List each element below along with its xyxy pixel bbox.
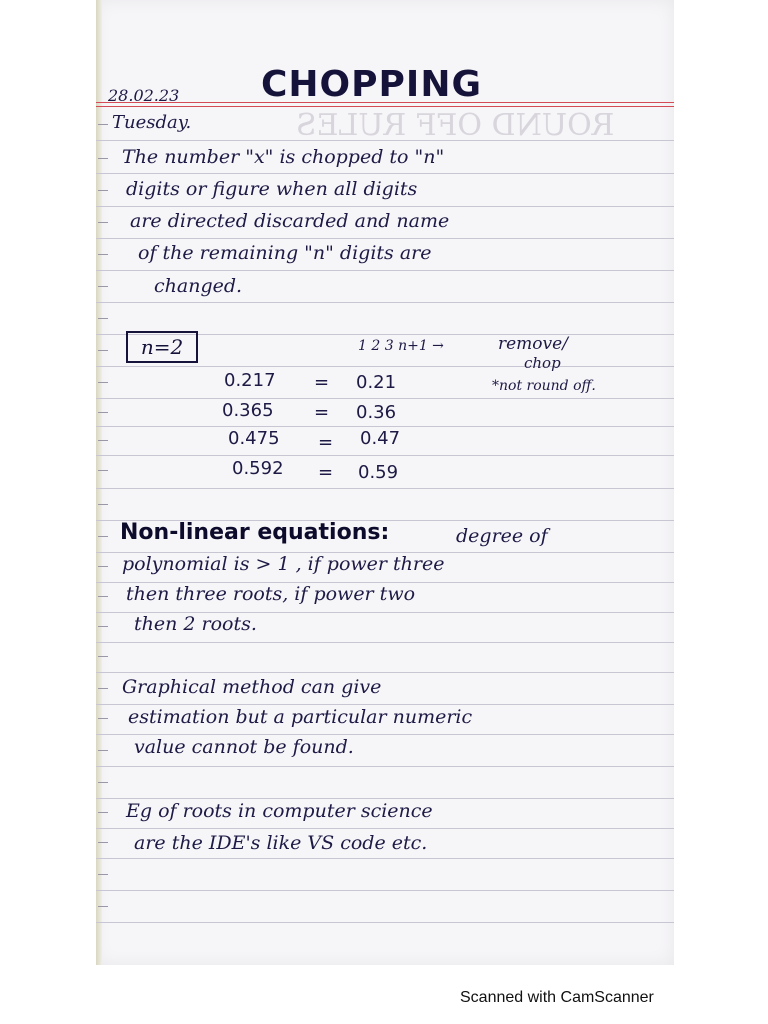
- not-round-note: *not round off.: [492, 378, 596, 394]
- margin-tick: [98, 350, 108, 351]
- text-line: then 2 roots.: [134, 613, 257, 635]
- ruled-line: [96, 734, 674, 735]
- scanner-footer: Scanned with CamScanner: [460, 989, 654, 1006]
- margin-tick: [98, 440, 108, 441]
- chopped-value: 0.59: [358, 462, 399, 483]
- text-line: Eg of roots in computer science: [126, 800, 433, 822]
- day: Tuesday.: [112, 112, 192, 133]
- margin-tick: [98, 656, 108, 657]
- ruled-line: [96, 302, 674, 303]
- margin-tick: [98, 190, 108, 191]
- margin-tick: [98, 318, 108, 319]
- margin-tick: [98, 688, 108, 689]
- margin-tick: [98, 626, 108, 627]
- ruled-line: [96, 672, 674, 673]
- original-value: 0.592: [232, 458, 284, 479]
- margin-tick: [98, 566, 108, 567]
- chopped-value: 0.47: [360, 428, 401, 449]
- date: 28.02.23: [108, 86, 180, 105]
- digit-positions: 1 2 3 n+1 →: [358, 338, 444, 354]
- original-value: 0.475: [228, 428, 280, 449]
- text-line: digits or figure when all digits: [126, 178, 418, 200]
- margin-tick: [98, 536, 108, 537]
- text-line: then three roots, if power two: [126, 583, 416, 605]
- ruled-line: [96, 366, 674, 367]
- margin-tick: [98, 906, 108, 907]
- ruled-line: [96, 206, 674, 207]
- margin-tick: [98, 254, 108, 255]
- margin-rule: [96, 106, 674, 107]
- margin-tick: [98, 124, 108, 125]
- ruled-line: [96, 642, 674, 643]
- margin-tick: [98, 504, 108, 505]
- ruled-line: [96, 704, 674, 705]
- ruled-line: [96, 858, 674, 859]
- ruled-line: [96, 798, 674, 799]
- bleed-through-text: ROUND OFF RULES: [296, 108, 615, 143]
- margin-tick: [98, 470, 108, 471]
- ruled-line: [96, 398, 674, 399]
- equals-sign: =: [318, 462, 334, 483]
- text-line: are directed discarded and name: [130, 210, 450, 232]
- chop-label: chop: [524, 354, 561, 372]
- original-value: 0.365: [222, 400, 274, 421]
- text-line: polynomial is > 1 , if power three: [122, 553, 445, 575]
- margin-tick: [98, 718, 108, 719]
- margin-tick: [98, 596, 108, 597]
- margin-tick: [98, 812, 108, 813]
- ruled-line: [96, 766, 674, 767]
- margin-tick: [98, 842, 108, 843]
- equals-sign: =: [318, 432, 334, 453]
- ruled-line: [96, 890, 674, 891]
- ruled-line: [96, 828, 674, 829]
- chopped-value: 0.21: [356, 372, 397, 393]
- page-binding: [96, 0, 102, 965]
- margin-tick: [98, 382, 108, 383]
- margin-tick: [98, 412, 108, 413]
- text-line: Graphical method can give: [122, 676, 382, 698]
- ruled-line: [96, 270, 674, 271]
- notebook-page: [96, 0, 674, 965]
- ruled-line: [96, 426, 674, 427]
- equals-sign: =: [314, 402, 330, 423]
- n-value-box: n=2: [126, 331, 198, 363]
- ruled-line: [96, 238, 674, 239]
- margin-tick: [98, 158, 108, 159]
- chopped-value: 0.36: [356, 402, 397, 423]
- text-line: degree of: [456, 525, 548, 547]
- equals-sign: =: [314, 372, 330, 393]
- ruled-line: [96, 488, 674, 489]
- text-line: changed.: [154, 275, 243, 297]
- remove-label: remove/: [498, 334, 568, 354]
- ruled-line: [96, 922, 674, 923]
- ruled-line: [96, 455, 674, 456]
- margin-tick: [98, 286, 108, 287]
- text-line: The number "x" is chopped to "n": [122, 146, 445, 168]
- ruled-line: [96, 173, 674, 174]
- margin-tick: [98, 874, 108, 875]
- text-line: value cannot be found.: [134, 736, 354, 758]
- margin-tick: [98, 222, 108, 223]
- text-line: are the IDE's like VS code etc.: [134, 832, 428, 854]
- section-heading: Non-linear equations:: [120, 520, 390, 545]
- original-value: 0.217: [224, 370, 276, 391]
- margin-tick: [98, 782, 108, 783]
- margin-tick: [98, 750, 108, 751]
- page-title: CHOPPING: [261, 64, 482, 105]
- text-line: estimation but a particular numeric: [128, 706, 473, 728]
- text-line: of the remaining "n" digits are: [138, 242, 432, 264]
